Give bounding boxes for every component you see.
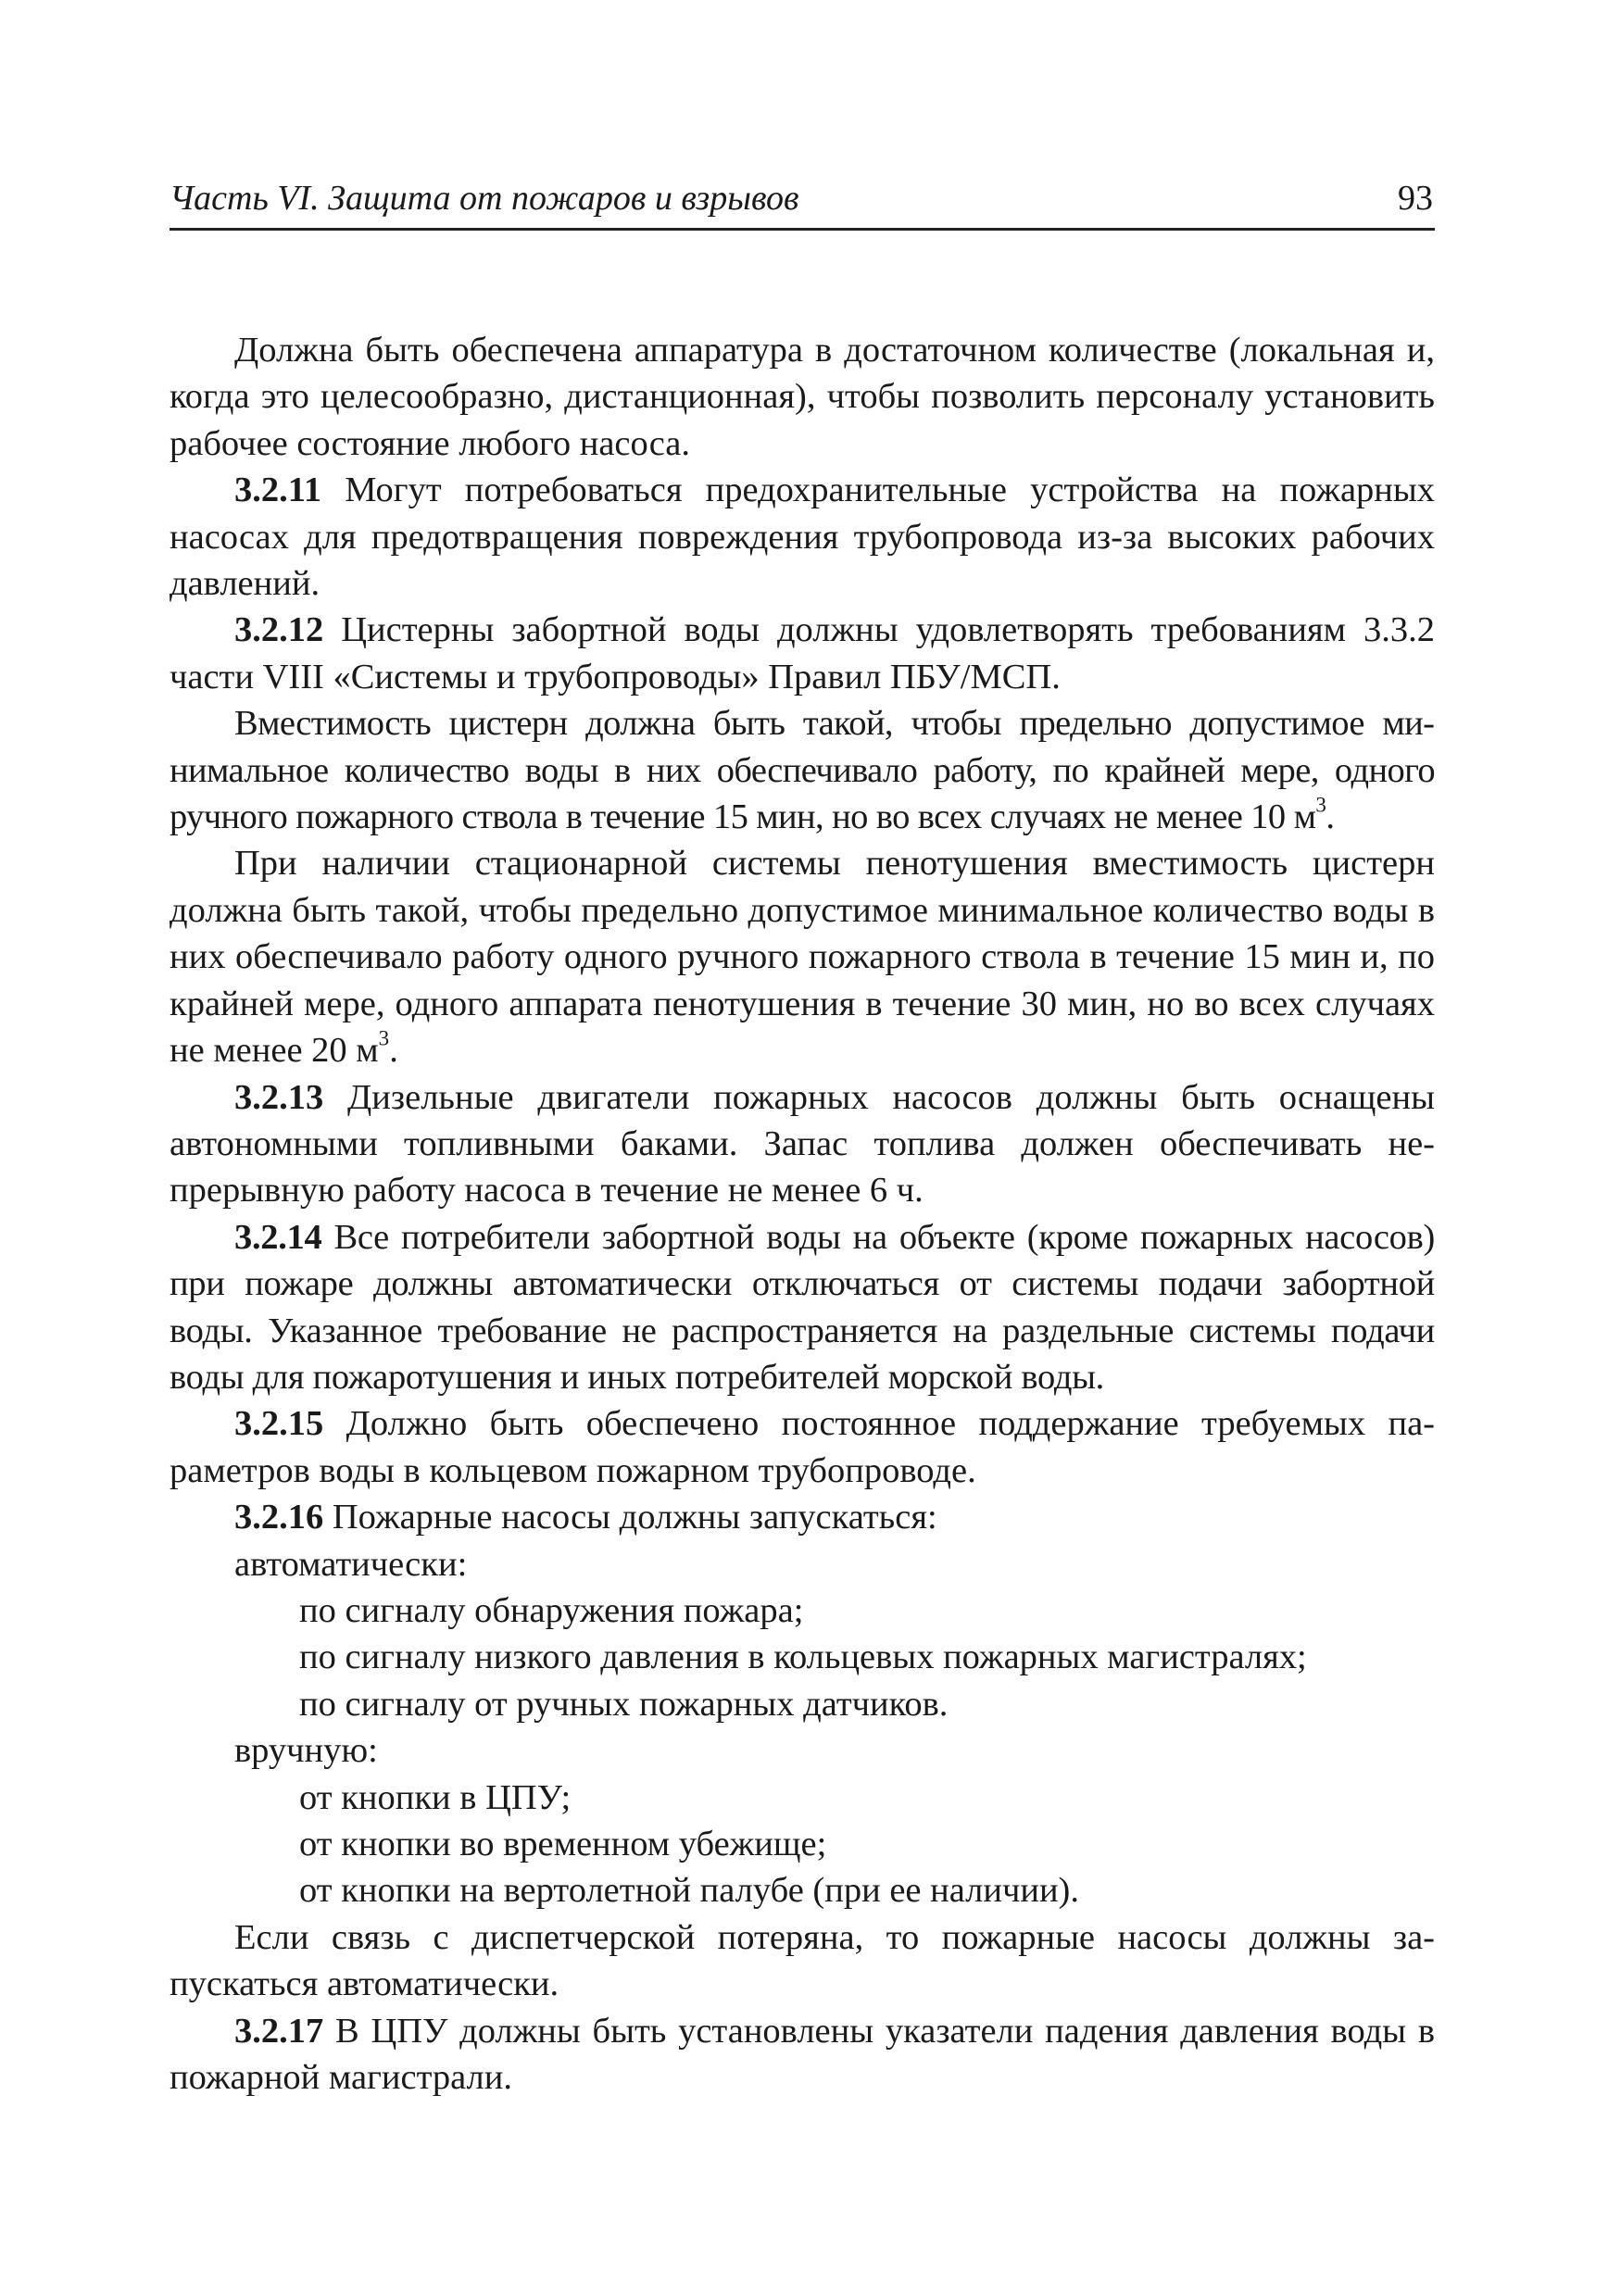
- paragraph-text: Дизельные двигатели пожарных насосов должны быть оснащены автономными топливными баками. Запас топлива должен обеспечивать непрерывную работу насоса в течение не менее 6 ч.: [170, 1077, 1435, 1211]
- paragraph-text: Все потребители забортной воды на объекте (кроме пожарных насосов) при пожаре должны автоматически отключаться от системы подачи забортной воды. Указанное требование не распространяется на раздельные системы подачи воды для пожаротушения и иных потребителей морской воды.: [170, 1217, 1435, 1397]
- list-item: по сигналу от ручных пожарных датчиков.: [299, 1684, 949, 1724]
- list-label-manual: вручную:: [234, 1731, 378, 1771]
- list-label-automatic: автоматически:: [234, 1544, 468, 1584]
- paragraph-text: Цистерны забортной воды должны удовлетворять требованиям 3.3.2 части VIII «Системы и трубопроводы» Правил ПБУ/МСП.: [170, 610, 1435, 696]
- paragraph: [170, 1214, 1435, 1401]
- paragraph: [170, 1914, 1435, 2008]
- superscript: 3: [1315, 792, 1326, 817]
- clause-number: 3.2.17: [234, 2011, 324, 2051]
- clause-number: 3.2.11: [234, 470, 322, 510]
- paragraph-text: Если связь с диспетчерской потеряна, то пожарные насосы должны запускаться автоматически.: [170, 1917, 1435, 2004]
- paragraph-text: Вместимость цистерн должна быть такой, чтобы предельно допустимое минимальное количество воды в них обеспечивало работу, по крайней мере, одного ручного пожарного ствола в течение 15 мин, но во всех случаях не менее 10 м: [170, 704, 1435, 837]
- list-item: от кнопки в ЦПУ;: [299, 1777, 572, 1817]
- paragraph: [170, 840, 1435, 1073]
- clause-number: 3.2.16: [234, 1498, 324, 1537]
- superscript: 3: [378, 1025, 390, 1050]
- running-header: [170, 176, 1435, 231]
- body-text: [170, 327, 1435, 2101]
- header-title: Часть VI. Защита от пожаров и взрывов: [170, 179, 799, 218]
- list-item: по сигналу низкого давления в кольцевых пожарных магистралях;: [299, 1637, 1307, 1677]
- paragraph: [170, 1074, 1435, 1214]
- paragraph-tail: .: [1326, 797, 1335, 837]
- page-number: 93: [1398, 179, 1433, 218]
- paragraph-text: Должна быть обеспечена аппаратура в достаточном количестве (локальная и, когда это целесообразно, дистанционная), чтобы позволить персоналу установить рабочее состояние любого насоса.: [170, 331, 1435, 463]
- paragraph: [170, 607, 1435, 700]
- list-item: от кнопки на вертолетной палубе (при ее наличии).: [299, 1871, 1079, 1911]
- paragraph-tail: .: [389, 1031, 398, 1071]
- paragraph: [170, 700, 1435, 840]
- paragraph: [170, 1400, 1435, 1494]
- clause-number: 3.2.13: [234, 1077, 324, 1117]
- paragraph-text: В ЦПУ должны быть установлены указатели падения давления воды в пожарной магистрали.: [170, 2011, 1435, 2098]
- clause-number: 3.2.14: [234, 1217, 322, 1257]
- paragraph-text: При наличии стационарной системы пенотушения вместимость цистерн должна быть такой, чтобы предельно допустимое минимальное количество воды в них обеспечивало работу одного ручного пожарного ствола в течение 15 мин и, по крайней мере, одного аппарата пенотушения в течение 30 мин, но во всех случаях не менее 20 м: [170, 844, 1435, 1071]
- paragraph: [170, 467, 1435, 607]
- paragraph: [170, 2008, 1435, 2102]
- paragraph: [170, 1494, 1435, 1540]
- paragraph: [170, 327, 1435, 467]
- paragraph-text: Должно быть обеспечено постоянное поддержание требуемых параметров воды в кольцевом пожарном трубопроводе.: [170, 1404, 1435, 1490]
- paragraph-text: Пожарные насосы должны запускаться:: [323, 1498, 937, 1537]
- list-item: от кнопки во временном убежище;: [299, 1825, 827, 1863]
- clause-number: 3.2.15: [234, 1404, 324, 1444]
- list-item: по сигналу обнаружения пожара;: [299, 1590, 804, 1630]
- clause-number: 3.2.12: [234, 610, 324, 650]
- paragraph-text: Могут потребоваться предохранительные устройства на пожарных насосах для предотвращения повреждения трубопровода из-за высоких рабочих давлений.: [170, 470, 1435, 604]
